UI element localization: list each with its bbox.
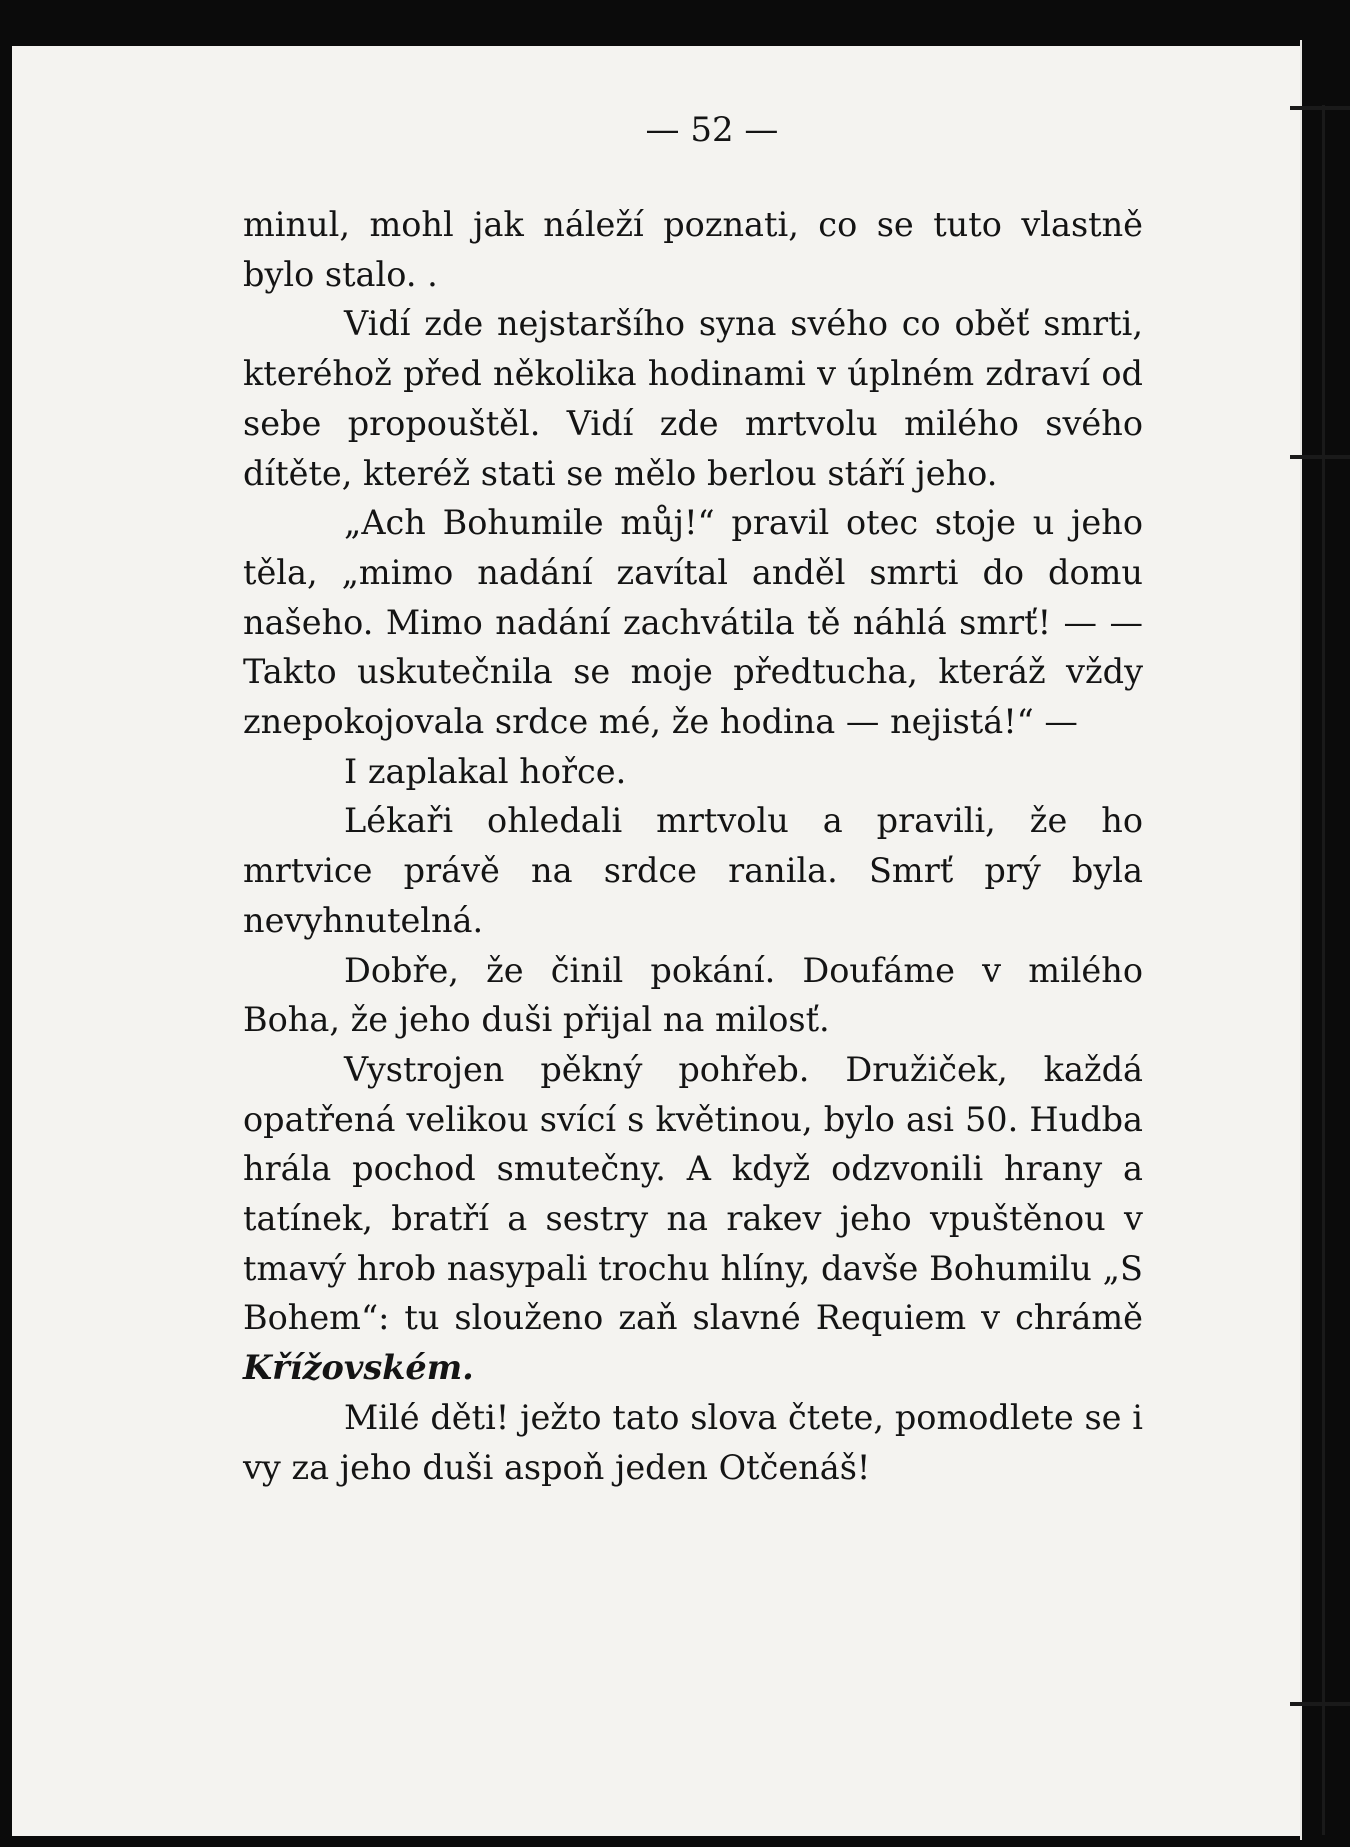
paragraph-7 xyxy=(243,1045,1143,1393)
binding-line xyxy=(1322,105,1325,1835)
paragraph-8: Milé děti! ježto tato slova čtete, pomodlete se i vy za jeho duši aspoň jeden Otčenáš! xyxy=(243,1397,1143,1487)
scan-background-edge xyxy=(1302,0,1350,1847)
paragraph-4: I zaplakal hořce. xyxy=(344,751,627,791)
paragraph-2: Vidí zde nejstaršího syna svého co oběť smrti, kteréhož před několika hodinami v úplném zdraví od sebe propouštěl. Vidí zde mrtvolu milého svého dítěte, kteréž stati se mělo berlou stáří jeho. xyxy=(243,304,1143,493)
page-number: — 52 — xyxy=(645,110,779,150)
binding-tick-middle xyxy=(1290,455,1350,459)
paragraph-7-emphasis: Křížovském. xyxy=(243,1348,474,1388)
paragraph-6: Dobře, že činil pokání. Doufáme v milého Boha, že jeho duši přijal na milosť. xyxy=(243,950,1143,1040)
paragraph-7-text: Vystrojen pěkný pohřeb. Družiček, každá opatřená velikou svící s květinou, bylo asi 50. Hudba hrála pochod smutečny. A když odzvonili hrany a tatínek, bratří a sestry na rakev jeho vpuštěnou v tmavý hrob nasypali trochu hlíny, davše Bohumilu „S Bohem“: tu slouženo zaň slavné Requiem v chrámě xyxy=(243,1049,1143,1338)
paragraph-3: „Ach Bohumile můj!“ pravil otec stoje u jeho těla, „mimo nadání zavítal anděl smrti do domu našeho. Mimo nadání zachvátila tě náhlá smrť! — — Takto uskutečnila se moje předtucha, kteráž vždy znepokojovala srdce mé, že hodina — nejistá!“ — xyxy=(243,503,1143,742)
paragraph-1: minul, mohl jak náleží poznati, co se tuto vlastně bylo stalo. . xyxy=(243,205,1143,294)
body-text xyxy=(243,200,1143,1492)
binding-tick-bottom xyxy=(1290,1702,1350,1706)
paragraph-5: Lékaři ohledali mrtvolu a pravili, že ho mrtvice právě na srdce ranila. Smrť prý byla nevyhnutelná. xyxy=(243,801,1143,940)
